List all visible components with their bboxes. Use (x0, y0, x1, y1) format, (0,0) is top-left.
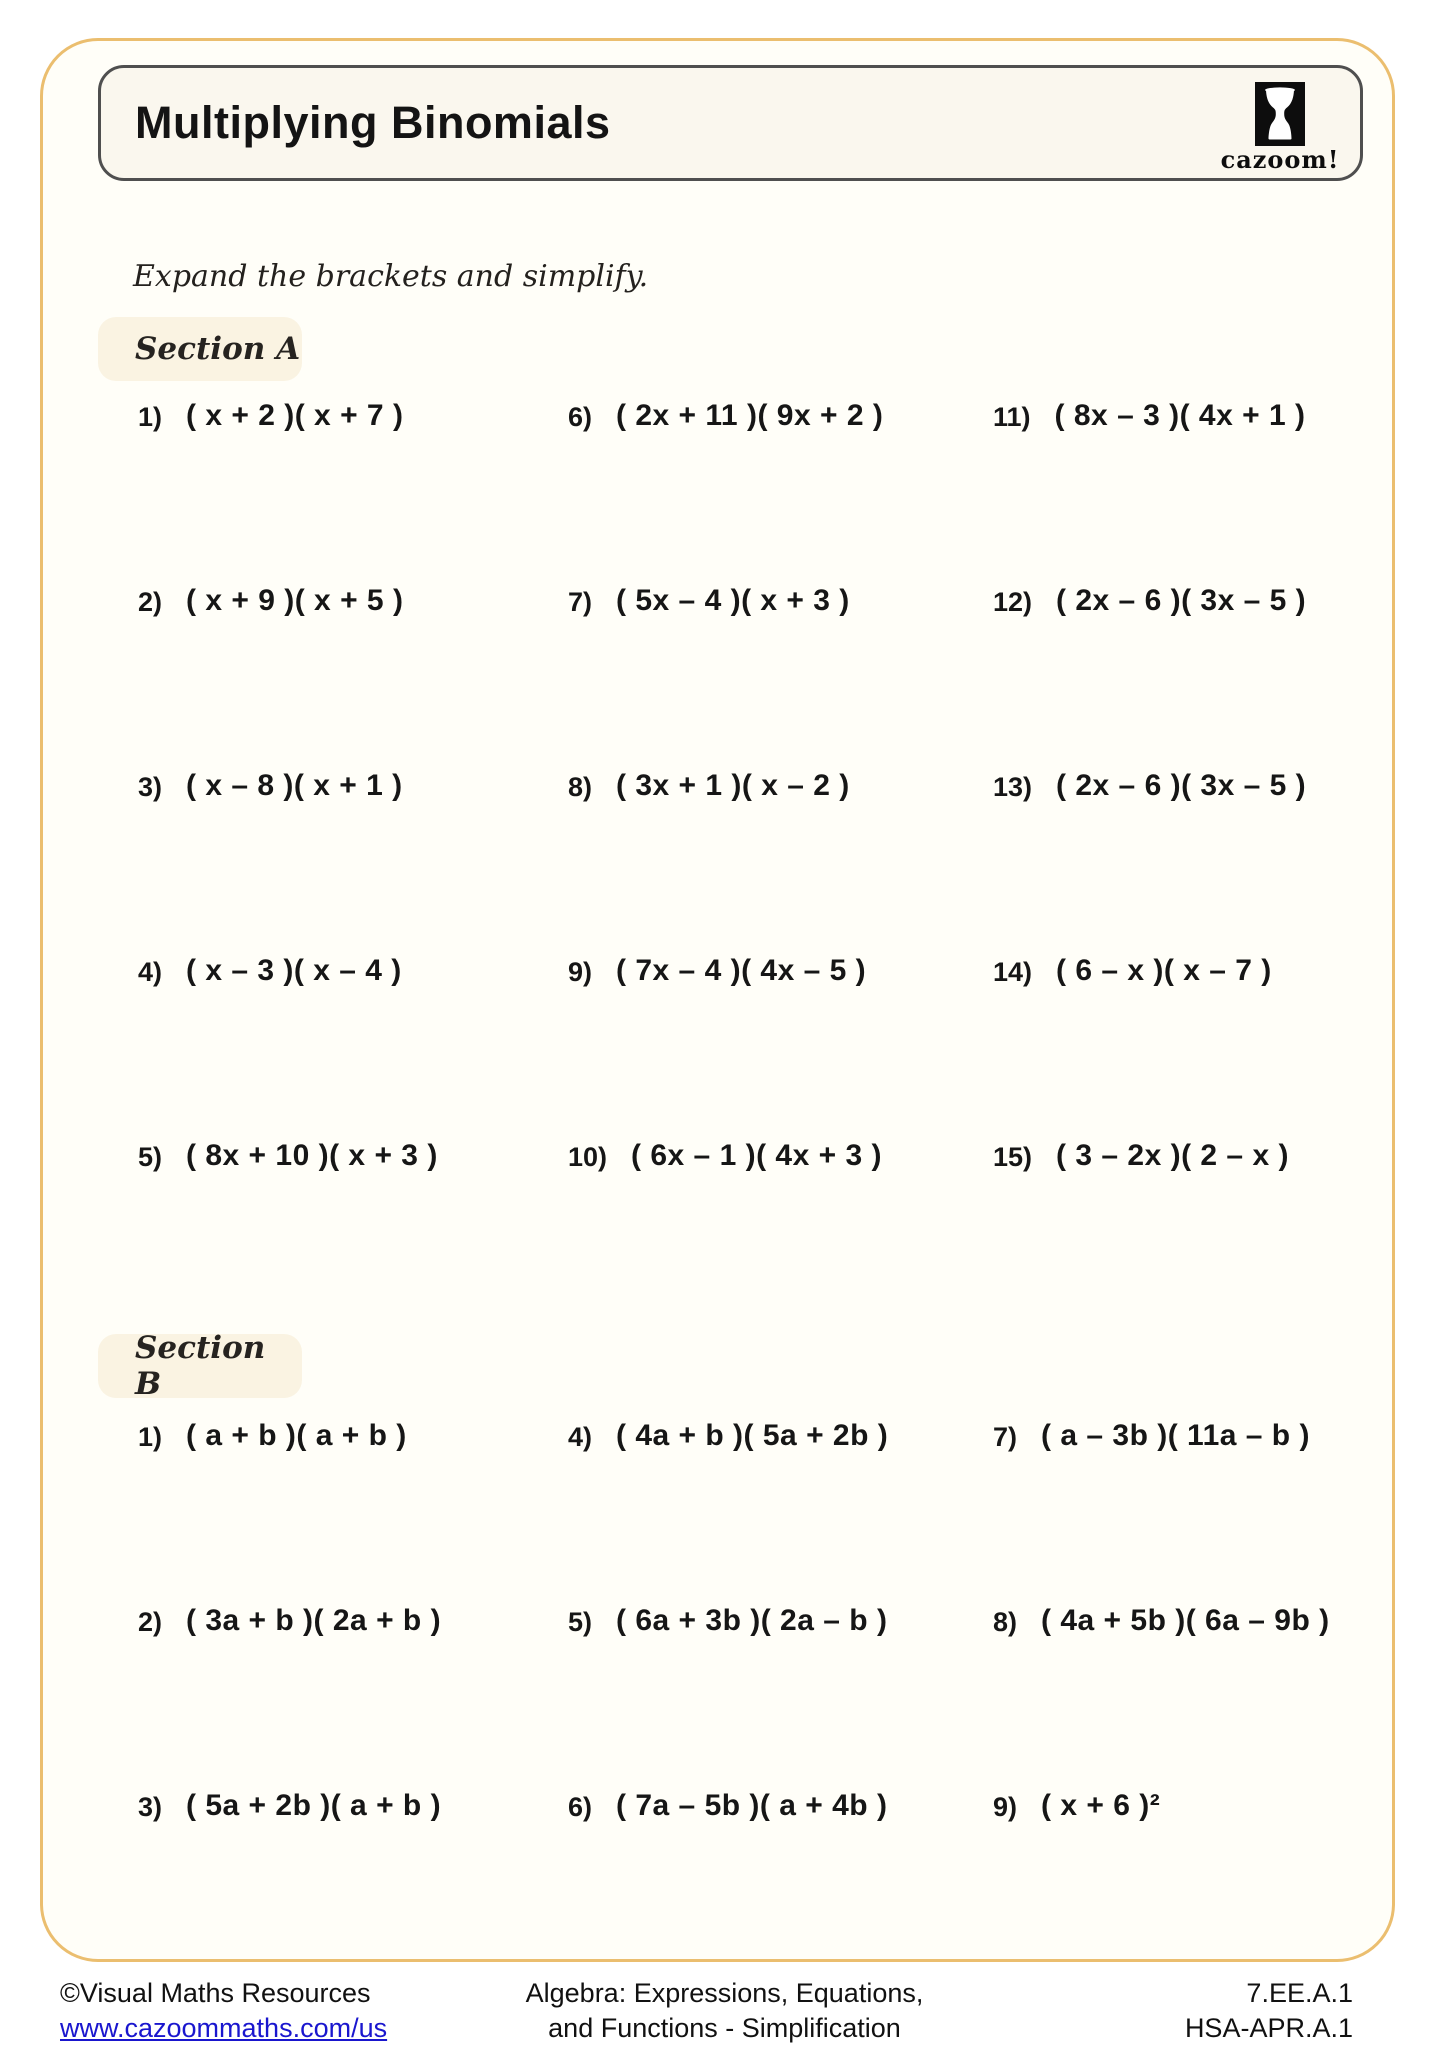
problem-expression: ( 6a + 3b )( 2a – b ) (616, 1604, 888, 1637)
problem-a-12 (993, 584, 1306, 769)
problem-expression: ( 8x + 10 )( x + 3 ) (186, 1139, 438, 1172)
problem-a-11 (993, 399, 1306, 584)
problem-expression: ( 2x – 6 )( 3x – 5 ) (1056, 769, 1307, 802)
problem-number: 2) (138, 587, 163, 617)
problem-number: 11) (993, 402, 1031, 432)
problem-expression: ( 2x + 11 )( 9x + 2 ) (616, 399, 884, 432)
section-b-problems (138, 1419, 1330, 1974)
footer-topic (526, 1976, 924, 2046)
problem-b-8 (993, 1604, 1330, 1789)
problem-b-7 (993, 1419, 1330, 1604)
problem-number: 5) (138, 1142, 163, 1172)
problem-number: 7) (568, 587, 593, 617)
page-border-frame (40, 38, 1395, 1962)
problem-expression: ( 3x + 1 )( x – 2 ) (616, 769, 850, 802)
problem-expression: ( 4a + 5b )( 6a – 9b ) (1041, 1604, 1330, 1637)
problem-expression: ( 3a + b )( 2a + b ) (186, 1604, 442, 1637)
problem-expression: ( 7a – 5b )( a + 4b ) (616, 1789, 888, 1822)
problem-b-1 (138, 1419, 568, 1604)
problem-expression: ( a – 3b )( 11a – b ) (1041, 1419, 1310, 1452)
problem-number: 9) (993, 1792, 1018, 1822)
section-b-label: Section B (135, 1330, 266, 1402)
problem-expression: ( x – 3 )( x – 4 ) (186, 954, 402, 987)
problem-number: 2) (138, 1607, 163, 1637)
instruction-text: Expand the brackets and simplify. (133, 259, 649, 294)
cazoom-website-link[interactable]: www.cazoommaths.com/us (60, 2013, 388, 2043)
problem-a-14 (993, 954, 1306, 1139)
standard-code-2: HSA-APR.A.1 (1184, 2013, 1353, 2043)
problem-number: 6) (568, 1792, 593, 1822)
problem-a-8 (568, 769, 993, 954)
standard-code-1: 7.EE.A.1 (1246, 1978, 1353, 2008)
problem-b-2 (138, 1604, 568, 1789)
problem-a-3 (138, 769, 568, 954)
problem-b-4 (568, 1419, 993, 1604)
problem-number: 1) (138, 1422, 163, 1452)
problem-expression: ( x + 2 )( x + 7 ) (186, 399, 404, 432)
problem-expression: ( 8x – 3 )( 4x + 1 ) (1054, 399, 1306, 432)
problem-number: 4) (568, 1422, 593, 1452)
cazoom-drum-icon (1255, 82, 1305, 146)
problem-a-6 (568, 399, 993, 584)
problem-expression: ( x – 8 )( x + 1 ) (186, 769, 403, 802)
topic-line-1: Algebra: Expressions, Equations, (525, 1978, 924, 2008)
topic-line-2: and Functions - Simplification (548, 2013, 901, 2043)
problem-number: 1) (138, 402, 163, 432)
problem-a-9 (568, 954, 993, 1139)
footer-standards (1185, 1976, 1353, 2046)
problem-b-5 (568, 1604, 993, 1789)
problem-expression: ( 3 – 2x )( 2 – x ) (1056, 1139, 1289, 1172)
problem-expression: ( 6x – 1 )( 4x + 3 ) (631, 1139, 882, 1172)
problem-number: 13) (993, 772, 1033, 802)
problem-a-7 (568, 584, 993, 769)
problem-b-3 (138, 1789, 568, 1974)
problem-number: 8) (568, 772, 593, 802)
copyright-text: ©Visual Maths Resources (60, 1978, 371, 2008)
problem-expression: ( 5a + 2b )( a + b ) (186, 1789, 442, 1822)
section-b-header (98, 1330, 302, 1402)
page-title: Multiplying Binomials (135, 97, 611, 148)
problem-expression: ( 7x – 4 )( 4x – 5 ) (616, 954, 867, 987)
problem-expression: ( 6 – x )( x – 7 ) (1056, 954, 1272, 987)
problem-b-6 (568, 1789, 993, 1974)
problem-number: 12) (993, 587, 1033, 617)
problem-number: 7) (993, 1422, 1018, 1452)
problem-b-9 (993, 1789, 1330, 1974)
problem-a-2 (138, 584, 568, 769)
problem-a-5 (138, 1139, 568, 1324)
problem-number: 10) (568, 1142, 608, 1172)
problem-expression: ( x + 6 )² (1041, 1789, 1161, 1822)
problem-number: 15) (993, 1142, 1033, 1172)
section-a-problems (138, 399, 1306, 1324)
problem-number: 5) (568, 1607, 593, 1637)
problem-number: 4) (138, 957, 163, 987)
problem-a-15 (993, 1139, 1306, 1324)
section-a-label: Section A (135, 331, 301, 367)
problem-number: 9) (568, 957, 593, 987)
problem-expression: ( 5x – 4 )( x + 3 ) (616, 584, 850, 617)
title-bar (98, 65, 1363, 181)
problem-number: 14) (993, 957, 1033, 987)
problem-expression: ( 4a + b )( 5a + 2b ) (616, 1419, 889, 1452)
problem-expression: ( x + 9 )( x + 5 ) (186, 584, 404, 617)
problem-number: 6) (568, 402, 593, 432)
problem-a-1 (138, 399, 568, 584)
cazoom-logo-text: cazoom! (1220, 145, 1340, 174)
problem-expression: ( 2x – 6 )( 3x – 5 ) (1056, 584, 1307, 617)
problem-a-4 (138, 954, 568, 1139)
cazoom-logo (1220, 82, 1340, 174)
problem-a-13 (993, 769, 1306, 954)
problem-expression: ( a + b )( a + b ) (186, 1419, 407, 1452)
problem-number: 8) (993, 1607, 1018, 1637)
footer-attribution (60, 1976, 387, 2046)
section-a-header (98, 317, 302, 381)
problem-a-10 (568, 1139, 993, 1324)
problem-number: 3) (138, 772, 163, 802)
problem-number: 3) (138, 1792, 163, 1822)
